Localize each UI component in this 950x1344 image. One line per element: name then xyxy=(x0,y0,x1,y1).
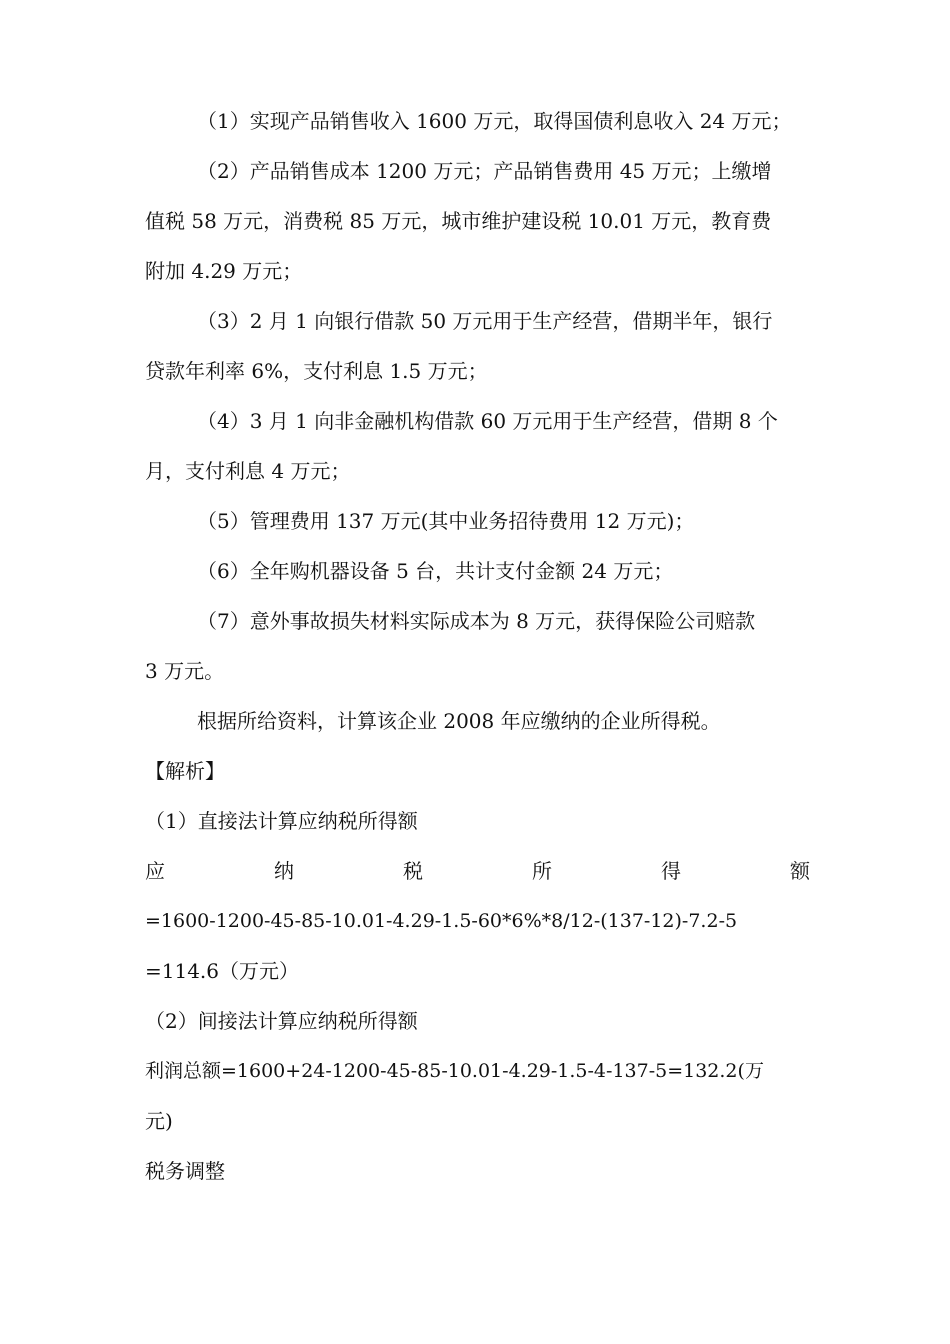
spread-char: 纳 xyxy=(274,859,294,883)
item-1-line-1: （1）实现产品销售收入 1600 万元，取得国债利息收入 24 万元； xyxy=(197,109,792,133)
spread-char: 得 xyxy=(661,859,681,883)
tax-adjustment-heading: 税务调整 xyxy=(145,1159,225,1183)
profit-formula-line-1: 利润总额=1600+24-1200-45-85-10.01-4.29-1.5-4-137-5=132.2(万 xyxy=(145,1060,764,1082)
spread-char: 所 xyxy=(532,859,552,883)
question-text: 根据所给资料，计算该企业 2008 年应缴纳的企业所得税。 xyxy=(197,709,721,733)
item-2-line-3: 附加 4.29 万元； xyxy=(145,259,303,283)
taxable-income-label xyxy=(145,857,810,885)
method-1-title: （1）直接法计算应纳税所得额 xyxy=(145,809,418,833)
item-2-line-1: （2）产品销售成本 1200 万元；产品销售费用 45 万元；上缴增 xyxy=(197,159,772,183)
method-2-title: （2）间接法计算应纳税所得额 xyxy=(145,1009,418,1033)
item-4-line-1: （4）3 月 1 向非金融机构借款 60 万元用于生产经营，借期 8 个 xyxy=(197,409,778,433)
item-7-line-1: （7）意外事故损失材料实际成本为 8 万元，获得保险公司赔款 xyxy=(197,609,756,633)
item-7-line-2: 3 万元。 xyxy=(145,659,225,683)
spread-char: 应 xyxy=(145,859,165,883)
spread-char: 税 xyxy=(403,859,423,883)
item-2-line-2: 值税 58 万元，消费税 85 万元，城市维护建设税 10.01 万元，教育费 xyxy=(145,209,772,233)
formula-1: =1600-1200-45-85-10.01-4.29-1.5-60*6%*8/12-(137-12)-7.2-5 xyxy=(145,910,738,932)
item-5-line-1: （5）管理费用 137 万元(其中业务招待费用 12 万元)； xyxy=(197,509,695,533)
item-3-line-2: 贷款年利率 6%，支付利息 1.5 万元； xyxy=(145,359,488,383)
item-4-line-2: 月，支付利息 4 万元； xyxy=(145,459,351,483)
item-6-line-1: （6）全年购机器设备 5 台，共计支付金额 24 万元； xyxy=(197,559,674,583)
item-3-line-1: （3）2 月 1 向银行借款 50 万元用于生产经营，借期半年，银行 xyxy=(197,309,773,333)
profit-formula-line-2: 元) xyxy=(145,1109,173,1133)
result-1: =114.6（万元） xyxy=(145,959,300,983)
analysis-heading: 【解析】 xyxy=(145,759,225,783)
spread-char: 额 xyxy=(790,859,810,883)
